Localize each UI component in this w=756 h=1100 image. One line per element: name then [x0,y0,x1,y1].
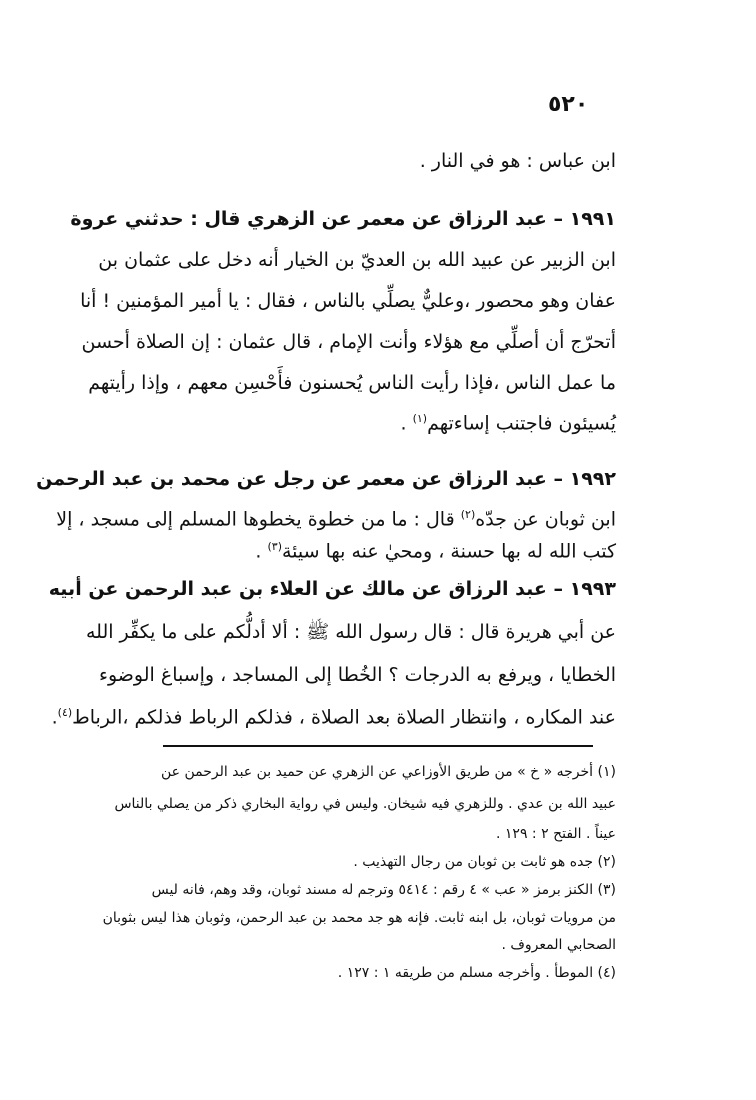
hadith-1991-line-4: أتحرّج أن أصلِّي مع هؤلاء وأنت الإمام ، قال عثمان : إن الصلاة أحسن [81,331,616,353]
hadith-1993-line-4-text: عند المكاره ، وانتظار الصلاة بعد الصلاة ، فذلكم الرباط فذلكم ،الرباط [72,706,616,729]
hadith-1991-line-6 [138,412,616,434]
hadith-1993-line-2: عن أبي هريرة قال : قال رسول الله ﷺ : ألا أدلُّكم على ما يكفِّر الله [85,621,616,643]
hadith-1992-line-2 [56,508,616,531]
hadith-1992-line-3-end: . [255,540,268,563]
footnote-2: (٢) جده هو ثابت بن ثوبان من رجال التهذيب . [353,854,616,870]
footnote-ref-1: (١) [412,412,428,425]
footnote-3-line-1: (٣) الكنز برمز « عب » ٤ رقم : ٥٤١٤ وترجم له مسند ثوبان، وقد وهم، فانه ليس [151,882,616,898]
footnote-divider [163,745,593,747]
hadith-1993-line-4 [51,706,616,729]
hadith-1991-line-1: ١٩٩١ – عبد الرزاق عن معمر عن الزهري قال : حدثني عروة [70,208,616,230]
footnote-1-line-3: عيناً . الفتح ٢ : ١٢٩ . [496,826,616,842]
hadith-1992-line-2-a: ابن ثوبان عن جدّه [475,508,616,531]
hadith-1993-line-4-end: . [51,706,58,729]
footnote-1-line-2: عبيد الله بن عدي . وللزهري فيه شيخان. وليس في رواية البخاري ذكر من يصلي بالناس [114,796,616,812]
hadith-1991-line-6-end: . [400,412,413,435]
footnote-ref-3: (٣) [267,540,282,553]
footnote-ref-2: (٢) [460,508,476,521]
hadith-1992-line-3-text: كتب الله له بها حسنة ، ومحيٰ عنه بها سيئة [281,540,616,563]
footnote-1-line-1: (١) أخرجه « خ » من طريق الأوزاعي عن الزهري عن حميد بن عبد الرحمن عن [161,764,616,780]
hadith-1992-line-3 [138,540,616,562]
hadith-1991-line-2: ابن الزبير عن عبيد الله بن العديّ بن الخيار أنه دخل على عثمان بن [98,249,616,271]
intro-line: ابن عباس : هو في النار . [419,150,616,172]
footnote-4: (٤) الموطأ . وأخرجه مسلم من طريقه ١ : ١٢٧ . [337,965,616,981]
hadith-1991-line-3: عفان وهو محصور ،وعليٌّ يصلِّي بالناس ، فقال : يا أمير المؤمنين ! أنا [80,290,616,312]
footnote-3-line-3: الصحابي المعروف . [501,937,616,953]
hadith-1993-line-3: الخطايا ، ويرفع به الدرجات ؟ الخُطا إلى المساجد ، وإسباغ الوضوء [99,664,616,686]
hadith-1992-line-1: ١٩٩٢ – عبد الرزاق عن معمر عن رجل عن محمد بن عبد الرحمن [36,468,616,490]
footnote-3-line-2: من مرويات ثوبان، بل ابنه ثابت. فإنه هو جد محمد بن عبد الرحمن، وثوبان هذا ليس بثوبان [102,910,616,926]
hadith-1992-line-2-b: قال : ما من خطوة يخطوها المسلم إلى مسجد ، إلا [56,508,461,531]
hadith-1991-line-6-text: يُسيئون فاجتنب إساءتهم [427,412,616,435]
footnote-ref-4: (٤) [57,706,73,719]
hadith-1991-line-5: ما عمل الناس ،فإذا رأيت الناس يُحسنون فأَحْسِن معهم ، وإذا رأيتهم [88,372,616,394]
hadith-1993-line-1: ١٩٩٣ – عبد الرزاق عن مالك عن العلاء بن عبد الرحمن عن أبيه [48,578,616,600]
page-number: ٥٢٠ [548,92,589,117]
